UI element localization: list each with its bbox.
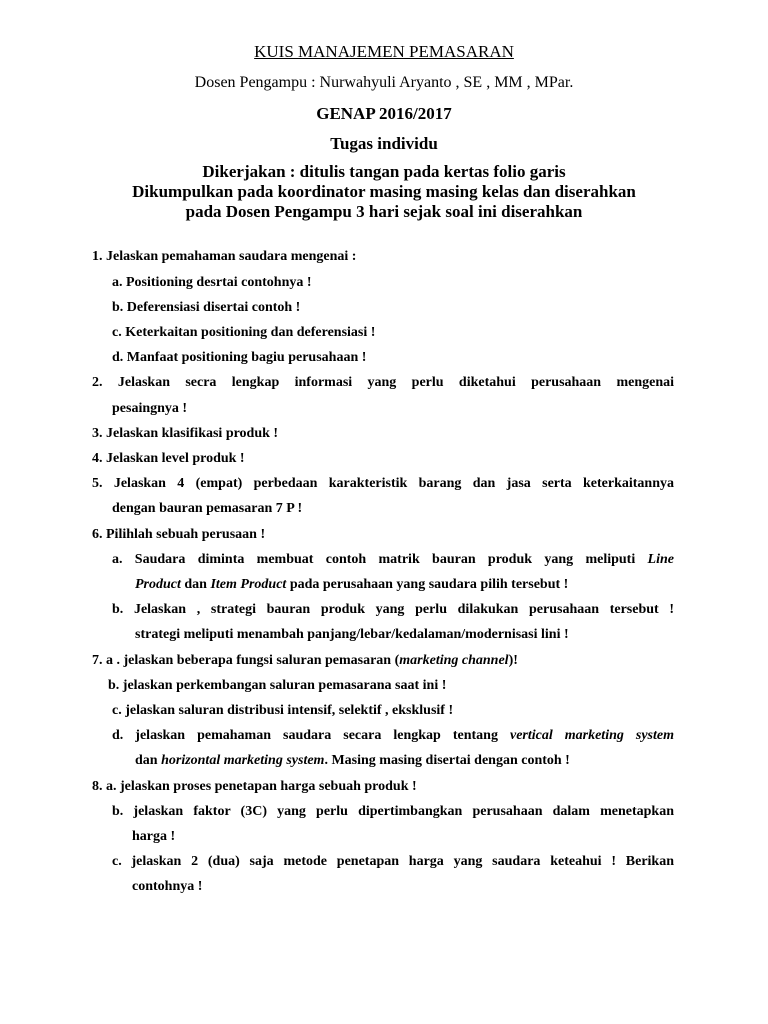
instruction-line-3: pada Dosen Pengampu 3 hari sejak soal ini diserahkan	[185, 202, 583, 221]
question-8b-line-2: harga !	[132, 829, 176, 844]
document-title: KUIS MANAJEMEN PEMASARAN	[254, 42, 514, 61]
instructions	[0, 162, 768, 222]
question-7a: 7. a . jelaskan beberapa fungsi saluran pemasaran (marketing channel)!	[92, 653, 518, 668]
question-8c-line-2: contohnya !	[132, 879, 203, 894]
question-3: 3. Jelaskan klasifikasi produk !	[92, 426, 279, 441]
question-8a: 8. a. jelaskan proses penetapan harga sebuah produk !	[92, 779, 417, 794]
question-1d: d. Manfaat positioning bagiu perusahaan !	[112, 350, 367, 365]
question-7b: b. jelaskan perkembangan saluran pemasarana saat ini !	[108, 678, 447, 693]
assignment-type: Tugas individu	[330, 134, 438, 153]
lecturer-line: Dosen Pengampu : Nurwahyuli Aryanto , SE , MM , MPar.	[194, 74, 574, 91]
question-1a: a. Positioning desrtai contohnya !	[112, 275, 312, 290]
question-6a-line-2: Product dan Item Product pada perusahaan yang saudara pilih tersebut !	[135, 577, 569, 592]
question-7d-line-1: d. jelaskan pemahaman saudara secara lengkap tentang vertical marketing system	[112, 728, 674, 743]
question-6: 6. Pilihlah sebuah perusaan !	[92, 527, 266, 542]
question-1: 1. Jelaskan pemahaman saudara mengenai :	[92, 249, 357, 264]
question-8b-line-1: b. jelaskan faktor (3C) yang perlu dipertimbangkan perusahaan dalam menetapkan	[112, 804, 674, 819]
semester-line: GENAP 2016/2017	[316, 104, 452, 123]
question-6b-line-1: b. Jelaskan , strategi bauran produk yang perlu dilakukan perusahaan tersebut !	[112, 602, 674, 617]
question-5-line-1: 5. Jelaskan 4 (empat) perbedaan karakteristik barang dan jasa serta keterkaitannya	[92, 476, 674, 491]
question-7d-line-2: dan horizontal marketing system. Masing masing disertai dengan contoh !	[135, 753, 570, 768]
question-1b: b. Deferensiasi disertai contoh !	[112, 300, 301, 315]
question-8c-line-1: c. jelaskan 2 (dua) saja metode penetapan harga yang saudara keteahui ! Berikan	[112, 854, 674, 869]
question-4: 4. Jelaskan level produk !	[92, 451, 245, 466]
instruction-line-1: Dikerjakan : ditulis tangan pada kertas folio garis	[202, 162, 566, 181]
question-2-line-1: 2. Jelaskan secra lengkap informasi yang perlu diketahui perusahaan mengenai	[92, 375, 674, 390]
question-7c: c. jelaskan saluran distribusi intensif, selektif , eksklusif !	[112, 703, 454, 718]
question-1c: c. Keterkaitan positioning dan deferensiasi !	[112, 325, 376, 340]
question-5-line-2: dengan bauran pemasaran 7 P !	[112, 501, 303, 516]
question-6a-line-1: a. Saudara diminta membuat contoh matrik bauran produk yang meliputi Line	[112, 552, 674, 567]
instruction-line-2: Dikumpulkan pada koordinator masing masing kelas dan diserahkan	[132, 182, 636, 201]
question-6b-line-2: strategi meliputi menambah panjang/lebar/kedalaman/modernisasi lini !	[135, 627, 569, 642]
question-2-line-2: pesaingnya !	[112, 401, 188, 416]
